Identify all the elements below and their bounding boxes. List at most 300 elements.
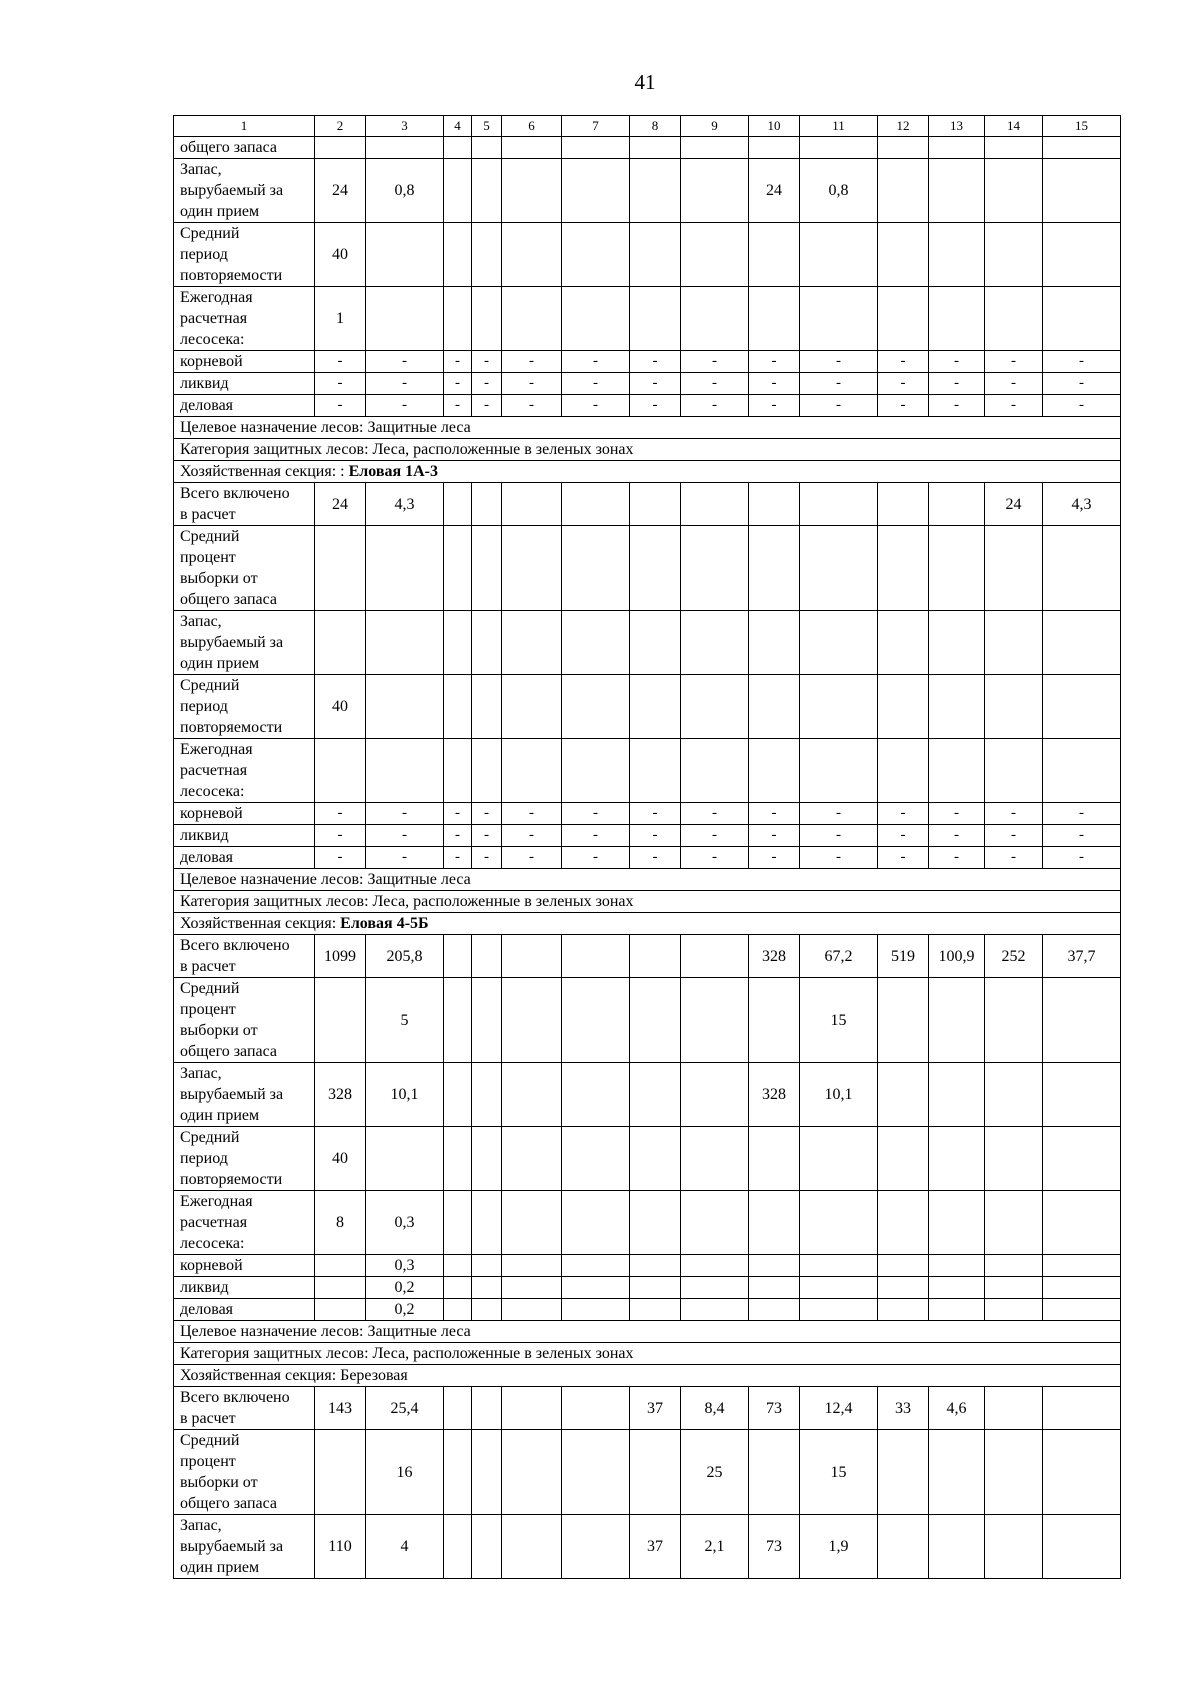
table-cell: - <box>1043 395 1121 417</box>
table-cell <box>929 1299 985 1321</box>
table-cell: 252 <box>985 935 1043 978</box>
row-label <box>174 526 315 611</box>
row-label-line: общего запаса <box>180 1043 277 1060</box>
row-label <box>174 351 315 373</box>
table-row <box>174 847 1121 869</box>
row-label-line: процент <box>180 549 236 566</box>
table-cell <box>749 223 800 287</box>
section-row <box>174 417 1121 439</box>
table-cell: 519 <box>878 935 929 978</box>
table-cell <box>444 1063 472 1127</box>
table-cell <box>562 137 630 159</box>
table-cell <box>315 137 366 159</box>
table-cell <box>630 1277 681 1299</box>
row-label <box>174 1191 315 1255</box>
table-cell: - <box>985 351 1043 373</box>
row-label-line: в расчет <box>180 506 236 523</box>
table-cell <box>630 611 681 675</box>
column-header: 14 <box>985 116 1043 137</box>
row-label <box>174 1515 315 1579</box>
row-label-line: Запас, <box>180 613 222 630</box>
table-cell <box>502 1127 562 1191</box>
table-cell <box>878 675 929 739</box>
row-label <box>174 137 315 159</box>
table-cell <box>444 1191 472 1255</box>
row-label-line: Средний <box>180 677 240 694</box>
table-cell <box>985 159 1043 223</box>
table-cell <box>315 611 366 675</box>
table-cell: - <box>472 395 502 417</box>
table-cell <box>366 137 444 159</box>
row-label-line: ликвид <box>180 375 229 392</box>
table-cell: - <box>800 373 878 395</box>
table-cell <box>472 137 502 159</box>
table-cell <box>929 1277 985 1299</box>
table-cell <box>315 1277 366 1299</box>
table-cell: - <box>444 373 472 395</box>
table-cell: - <box>878 395 929 417</box>
table-cell: - <box>929 351 985 373</box>
table-cell <box>1043 1430 1121 1515</box>
table-cell <box>315 526 366 611</box>
table-cell: - <box>562 847 630 869</box>
table-cell: - <box>366 395 444 417</box>
column-header: 6 <box>502 116 562 137</box>
section-caption <box>174 1343 1121 1365</box>
table-cell <box>749 526 800 611</box>
section-text: Категория защитных лесов: Леса, расположенные в зеленых зонах <box>180 441 634 458</box>
section-caption <box>174 439 1121 461</box>
table-cell <box>630 223 681 287</box>
table-cell <box>985 137 1043 159</box>
table-cell: - <box>929 803 985 825</box>
table-cell <box>929 137 985 159</box>
table-cell <box>444 526 472 611</box>
table-cell: - <box>472 373 502 395</box>
table-cell <box>749 675 800 739</box>
table-cell <box>749 1299 800 1321</box>
table-cell: 33 <box>878 1387 929 1430</box>
table-cell <box>502 1299 562 1321</box>
table-cell <box>562 611 630 675</box>
table-cell <box>630 675 681 739</box>
table-cell: 8,4 <box>681 1387 749 1430</box>
table-cell <box>800 223 878 287</box>
table-cell <box>681 611 749 675</box>
row-label-line: выборки от <box>180 1474 258 1491</box>
row-label <box>174 1299 315 1321</box>
table-row <box>174 1299 1121 1321</box>
table-cell <box>315 978 366 1063</box>
table-cell: - <box>800 395 878 417</box>
row-label-line: повторяемости <box>180 1171 283 1188</box>
row-label-line: корневой <box>180 805 243 822</box>
table-cell <box>985 1127 1043 1191</box>
table-cell <box>878 1127 929 1191</box>
table-cell <box>444 1255 472 1277</box>
table-cell <box>878 1299 929 1321</box>
row-label <box>174 1430 315 1515</box>
row-label <box>174 1387 315 1430</box>
table-cell <box>1043 1387 1121 1430</box>
table-cell <box>630 1127 681 1191</box>
table-cell: - <box>315 351 366 373</box>
table-cell: - <box>985 825 1043 847</box>
table-cell <box>472 1063 502 1127</box>
section-caption <box>174 1321 1121 1343</box>
table-cell <box>681 1127 749 1191</box>
table-cell <box>985 1299 1043 1321</box>
table-cell <box>749 611 800 675</box>
row-label-line: Ежегодная <box>180 289 253 306</box>
table-cell: - <box>562 825 630 847</box>
table-cell: - <box>630 803 681 825</box>
row-label-line: вырубаемый за <box>180 1086 284 1103</box>
section-name: Еловая 4-5Б <box>340 915 429 932</box>
row-label-line: Средний <box>180 225 240 242</box>
table-cell <box>985 287 1043 351</box>
table-cell: - <box>681 803 749 825</box>
row-label-line: повторяемости <box>180 267 283 284</box>
table-cell <box>1043 611 1121 675</box>
table-row <box>174 1515 1121 1579</box>
table-cell <box>800 1299 878 1321</box>
table-cell: 0,3 <box>366 1191 444 1255</box>
table-cell <box>985 611 1043 675</box>
row-label-line: Средний <box>180 980 240 997</box>
table-cell <box>366 739 444 803</box>
section-text: Хозяйственная секция: <box>180 915 341 932</box>
row-label-line: в расчет <box>180 958 236 975</box>
table-cell <box>502 287 562 351</box>
table-cell <box>1043 1191 1121 1255</box>
table-cell <box>749 483 800 526</box>
row-label <box>174 1063 315 1127</box>
table-cell <box>985 223 1043 287</box>
row-label <box>174 1277 315 1299</box>
table-cell: 37 <box>630 1515 681 1579</box>
table-cell <box>366 611 444 675</box>
table-cell: 25,4 <box>366 1387 444 1430</box>
row-label-line: Ежегодная <box>180 1193 253 1210</box>
table-cell <box>444 611 472 675</box>
table-cell: - <box>878 847 929 869</box>
table-cell: 1,9 <box>800 1515 878 1579</box>
table-cell: - <box>502 351 562 373</box>
section-text: Хозяйственная секция: : <box>180 463 349 480</box>
table-cell <box>472 611 502 675</box>
table-cell <box>562 223 630 287</box>
table-cell <box>681 1277 749 1299</box>
table-cell <box>315 1299 366 1321</box>
table-row <box>174 1191 1121 1255</box>
table-cell <box>878 1063 929 1127</box>
row-label-line: вырубаемый за <box>180 634 284 651</box>
table-cell <box>1043 1299 1121 1321</box>
column-header: 5 <box>472 116 502 137</box>
table-cell: - <box>1043 373 1121 395</box>
row-label-line: выборки от <box>180 1022 258 1039</box>
table-cell <box>878 1191 929 1255</box>
table-cell <box>985 1387 1043 1430</box>
table-cell: 143 <box>315 1387 366 1430</box>
row-label-line: повторяемости <box>180 719 283 736</box>
row-label-line: общего запаса <box>180 591 277 608</box>
table-cell <box>800 1277 878 1299</box>
table-cell <box>562 978 630 1063</box>
page-number: 41 <box>634 70 656 94</box>
table-cell <box>1043 1277 1121 1299</box>
table-cell: 1099 <box>315 935 366 978</box>
table-cell <box>444 978 472 1063</box>
table-row <box>174 1387 1121 1430</box>
table-cell <box>502 483 562 526</box>
table-cell <box>502 1255 562 1277</box>
row-label-line: ликвид <box>180 1279 229 1296</box>
table-row <box>174 978 1121 1063</box>
row-label <box>174 675 315 739</box>
row-label-line: один прием <box>180 203 260 220</box>
table-cell: - <box>472 803 502 825</box>
table-cell <box>502 1277 562 1299</box>
table-cell <box>502 526 562 611</box>
table-cell: - <box>749 803 800 825</box>
table-cell <box>630 287 681 351</box>
table-cell <box>502 223 562 287</box>
table-cell <box>444 1299 472 1321</box>
table-cell <box>800 739 878 803</box>
table-cell <box>985 526 1043 611</box>
table-row <box>174 1255 1121 1277</box>
section-row <box>174 439 1121 461</box>
table-cell <box>444 1387 472 1430</box>
table-cell: 1 <box>315 287 366 351</box>
table-cell <box>681 1299 749 1321</box>
table-cell: - <box>472 351 502 373</box>
row-label-line: Всего включено <box>180 937 290 954</box>
section-row <box>174 1343 1121 1365</box>
table-cell: - <box>630 825 681 847</box>
section-row <box>174 891 1121 913</box>
table-cell: - <box>502 803 562 825</box>
table-cell <box>630 1191 681 1255</box>
table-cell: - <box>502 847 562 869</box>
table-cell <box>878 483 929 526</box>
table-cell: 2,1 <box>681 1515 749 1579</box>
table-cell <box>985 1277 1043 1299</box>
row-label-line: один прием <box>180 1107 260 1124</box>
table-row <box>174 739 1121 803</box>
table-cell <box>929 526 985 611</box>
table-cell <box>929 1127 985 1191</box>
table-cell <box>681 1063 749 1127</box>
table-row <box>174 159 1121 223</box>
table-cell: - <box>366 825 444 847</box>
table-cell <box>472 1515 502 1579</box>
table-cell: - <box>985 395 1043 417</box>
table-cell <box>444 675 472 739</box>
column-header: 4 <box>444 116 472 137</box>
table-cell: - <box>630 373 681 395</box>
table-row <box>174 483 1121 526</box>
table-cell: 5 <box>366 978 444 1063</box>
column-header: 13 <box>929 116 985 137</box>
table-cell <box>562 1515 630 1579</box>
table-cell: - <box>800 351 878 373</box>
table-cell: - <box>985 373 1043 395</box>
column-header: 1 <box>174 116 315 137</box>
table-cell <box>929 611 985 675</box>
row-label-line: Ежегодная <box>180 741 253 758</box>
row-label <box>174 1127 315 1191</box>
table-cell: 73 <box>749 1387 800 1430</box>
row-label-line: Запас, <box>180 161 222 178</box>
table-cell: - <box>444 825 472 847</box>
section-caption <box>174 461 1121 483</box>
table-cell: - <box>929 847 985 869</box>
table-cell: 24 <box>985 483 1043 526</box>
table-cell <box>1043 137 1121 159</box>
row-label-line: ликвид <box>180 827 229 844</box>
table-cell <box>472 978 502 1063</box>
row-label-line: Средний <box>180 1432 240 1449</box>
table-cell <box>985 1430 1043 1515</box>
table-cell <box>878 1255 929 1277</box>
table-cell: - <box>800 825 878 847</box>
table-cell <box>800 287 878 351</box>
table-cell <box>315 1255 366 1277</box>
table-cell: - <box>929 825 985 847</box>
table-cell <box>562 1299 630 1321</box>
table-cell <box>562 483 630 526</box>
row-label <box>174 287 315 351</box>
row-label-line: расчетная <box>180 1214 248 1231</box>
table-row <box>174 1277 1121 1299</box>
table-cell: 40 <box>315 223 366 287</box>
table-cell <box>630 526 681 611</box>
row-label-line: один прием <box>180 655 260 672</box>
table-cell: - <box>1043 803 1121 825</box>
table-cell: 100,9 <box>929 935 985 978</box>
forest-allowance-table <box>173 115 1121 1579</box>
table-cell <box>929 287 985 351</box>
table-cell: 0,2 <box>366 1277 444 1299</box>
table-cell <box>562 675 630 739</box>
table-cell <box>366 223 444 287</box>
table-cell <box>444 223 472 287</box>
table-cell <box>502 935 562 978</box>
table-row <box>174 675 1121 739</box>
row-label-line: в расчет <box>180 1410 236 1427</box>
table-cell <box>749 1191 800 1255</box>
row-label <box>174 223 315 287</box>
row-label-line: лесосека: <box>180 783 245 800</box>
table-cell <box>472 1127 502 1191</box>
table-cell <box>562 739 630 803</box>
table-cell: - <box>630 847 681 869</box>
table-cell: - <box>681 395 749 417</box>
table-cell: - <box>749 351 800 373</box>
table-cell <box>929 1191 985 1255</box>
table-cell <box>472 1277 502 1299</box>
table-cell <box>444 1277 472 1299</box>
table-cell: - <box>749 847 800 869</box>
table-cell <box>681 287 749 351</box>
table-cell: 40 <box>315 1127 366 1191</box>
table-cell <box>562 935 630 978</box>
table-cell: - <box>444 847 472 869</box>
table-cell <box>749 1277 800 1299</box>
table-cell: - <box>985 847 1043 869</box>
table-cell: - <box>1043 847 1121 869</box>
table-cell: - <box>681 373 749 395</box>
table-cell: 4,6 <box>929 1387 985 1430</box>
table-cell: - <box>366 351 444 373</box>
table-row <box>174 351 1121 373</box>
table-cell: 4 <box>366 1515 444 1579</box>
table-cell: 25 <box>681 1430 749 1515</box>
table-cell <box>630 1299 681 1321</box>
table-cell <box>630 978 681 1063</box>
row-label <box>174 373 315 395</box>
table-cell <box>681 483 749 526</box>
row-label-line: общего запаса <box>180 139 277 156</box>
section-name: Еловая 1А-3 <box>348 463 439 480</box>
column-header: 8 <box>630 116 681 137</box>
table-cell: 328 <box>749 935 800 978</box>
table-cell <box>630 935 681 978</box>
table-cell: 37,7 <box>1043 935 1121 978</box>
table-cell <box>562 526 630 611</box>
table-cell <box>472 1430 502 1515</box>
table-cell <box>472 739 502 803</box>
row-label-line: расчетная <box>180 310 248 327</box>
table-cell: - <box>749 373 800 395</box>
row-label-line: расчетная <box>180 762 248 779</box>
table-cell <box>502 1430 562 1515</box>
table-cell <box>800 483 878 526</box>
table-cell <box>681 159 749 223</box>
table-cell <box>800 526 878 611</box>
table-cell <box>472 675 502 739</box>
section-row <box>174 913 1121 935</box>
table-row <box>174 526 1121 611</box>
table-cell: - <box>749 825 800 847</box>
section-row <box>174 1365 1121 1387</box>
table-cell: - <box>800 803 878 825</box>
section-text: Целевое назначение лесов: Защитные леса <box>180 419 471 436</box>
table-cell: 0,3 <box>366 1255 444 1277</box>
table-cell <box>929 1063 985 1127</box>
table-cell <box>502 1191 562 1255</box>
table-cell <box>878 1515 929 1579</box>
table-cell <box>749 287 800 351</box>
table-cell <box>315 739 366 803</box>
row-label <box>174 395 315 417</box>
table-cell <box>878 159 929 223</box>
table-cell <box>502 1063 562 1127</box>
table-cell <box>800 1127 878 1191</box>
table-cell <box>366 526 444 611</box>
row-label-line: Средний <box>180 1129 240 1146</box>
table-cell: - <box>315 825 366 847</box>
table-cell <box>681 675 749 739</box>
table-cell: - <box>562 351 630 373</box>
column-header: 7 <box>562 116 630 137</box>
table-cell <box>444 935 472 978</box>
section-caption <box>174 891 1121 913</box>
table-cell: 73 <box>749 1515 800 1579</box>
